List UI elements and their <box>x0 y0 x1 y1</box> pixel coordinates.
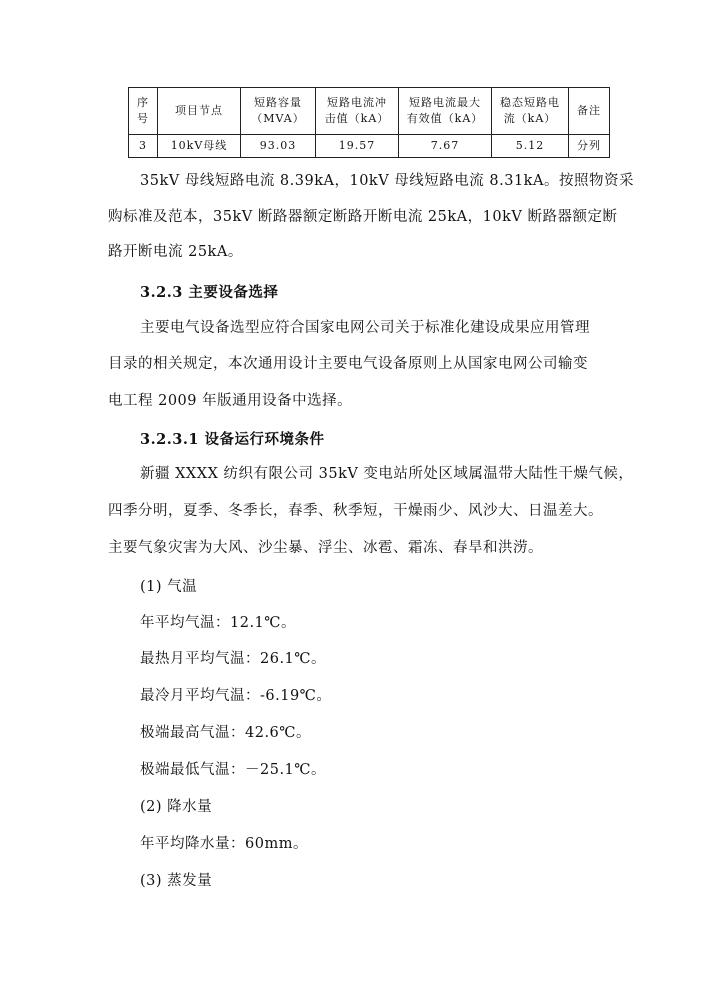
header-cell-index: 序 号 <box>129 88 158 135</box>
body-line: 主要气象灾害为大风、沙尘暴、浮尘、冰雹、霜冻、春旱和洪涝。 <box>108 540 543 556</box>
header-cell-remark: 备注 <box>569 88 610 135</box>
body-line: 路开断电流 25kA。 <box>108 244 243 260</box>
header-cell-capacity: 短路容量 （MVA） <box>241 88 316 135</box>
subsection-evaporation: (3) 蒸发量 <box>140 873 213 889</box>
body-line: 四季分明，夏季、冬季长，春季、秋季短，干燥雨少、风沙大、日温差大。 <box>108 503 603 519</box>
header-cell-max-rms: 短路电流最大 有效值（kA） <box>399 88 492 135</box>
stat-coldest-month-temp: 最冷月平均气温：-6.19℃。 <box>140 688 332 704</box>
header-cell-steady: 稳态短路电 流（kA） <box>492 88 569 135</box>
section-heading-3-2-3: 3.2.3 主要设备选择 <box>140 284 279 301</box>
table-header-row <box>129 88 610 135</box>
body-line: 购标准及范本，35kV 断路器额定断路开断电流 25kA，10kV 断路器额定断 <box>108 209 618 225</box>
cell-node: 10kV母线 <box>158 135 241 158</box>
header-cell-impulse: 短路电流冲 击值（kA） <box>316 88 399 135</box>
stat-annual-precipitation: 年平均降水量：60mm。 <box>140 836 308 852</box>
short-circuit-table <box>128 87 610 158</box>
header-cell-node: 项目节点 <box>158 88 241 135</box>
cell-impulse: 19.57 <box>316 135 399 158</box>
cell-capacity: 93.03 <box>241 135 316 158</box>
body-line: 目录的相关规定，本次通用设计主要电气设备原则上从国家电网公司输变 <box>108 356 588 372</box>
stat-extreme-min-temp: 极端最低气温：－25.1℃。 <box>140 762 327 778</box>
body-line: 电工程 2009 年版通用设备中选择。 <box>108 393 353 409</box>
stat-annual-avg-temp: 年平均气温：12.1℃。 <box>140 615 297 631</box>
body-line: 主要电气设备选型应符合国家电网公司关于标准化建设成果应用管理 <box>140 320 590 336</box>
subsection-temperature: (1) 气温 <box>140 579 198 595</box>
cell-max-rms: 7.67 <box>399 135 492 158</box>
body-line: 35kV 母线短路电流 8.39kA，10kV 母线短路电流 8.31kA。按照物资采 <box>140 173 634 189</box>
section-heading-3-2-3-1: 3.2.3.1 设备运行环境条件 <box>140 431 325 448</box>
subsection-precipitation: (2) 降水量 <box>140 799 213 815</box>
cell-index: 3 <box>129 135 158 158</box>
table-row <box>129 135 610 158</box>
cell-remark: 分列 <box>569 135 610 158</box>
body-line: 新疆 XXXX 纺织有限公司 35kV 变电站所处区域属温带大陆性干燥气候， <box>140 466 634 482</box>
cell-steady: 5.12 <box>492 135 569 158</box>
stat-extreme-max-temp: 极端最高气温：42.6℃。 <box>140 725 312 741</box>
stat-hottest-month-temp: 最热月平均气温：26.1℃。 <box>140 651 327 667</box>
